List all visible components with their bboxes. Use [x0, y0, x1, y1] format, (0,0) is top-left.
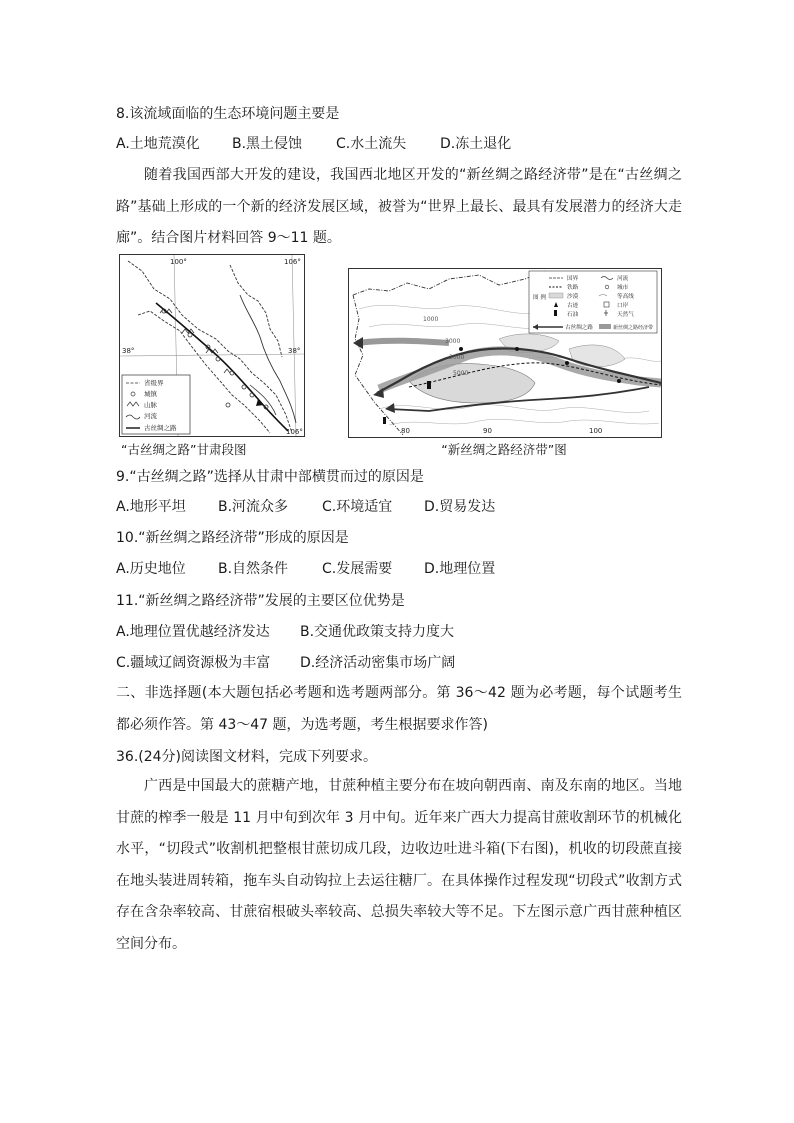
contour-label-4: 5000	[453, 370, 469, 377]
left-map-caption: “古丝绸之路”甘肃段图	[121, 442, 247, 457]
legend-gas: 天然气	[617, 312, 634, 318]
q8-option-a: A.土地荒漠化	[116, 136, 200, 152]
gansu-silk-road-map	[119, 254, 305, 437]
legend-contour: 等高线	[617, 294, 634, 300]
river-line	[240, 295, 296, 423]
legend-title: 图 例	[533, 295, 546, 301]
legend-oil: 石油	[567, 312, 579, 318]
q9-option-d: D.贸易发达	[424, 499, 496, 515]
contour-label-3: 2000	[449, 354, 465, 361]
legend-railway: 铁路	[567, 285, 579, 291]
q8-option-b: B.黑土侵蚀	[232, 136, 303, 152]
right-map-caption: “新丝绸之路经济带”图	[441, 442, 567, 457]
legend-mountain: 山脉	[144, 401, 157, 409]
lon-label-106-bottom: 106°	[286, 428, 303, 436]
intro-paragraph: 随着我国西部大开发的建设，我国西北地区开发的“新丝绸之路经济带”是在“古丝绸之路”基础上形成的一个新的经济发展区域，被誉为“世界上最长、最具有发展潜力的经济大走廊”。结合图片材料回答 9～11 题。	[116, 167, 682, 246]
lon-label-80: 80	[401, 427, 410, 435]
q11-option-b: B.交通优政策支持力度大	[300, 624, 455, 640]
oil-symbol	[427, 381, 431, 389]
q9-option-a: A.地形平坦	[116, 499, 186, 515]
q11-stem: 11.“新丝绸之路经济带”发展的主要区位优势是	[116, 593, 405, 609]
lat-label-38-left: 38°	[122, 347, 135, 355]
legend-city: 城市	[617, 285, 629, 291]
q11-option-a: A.地理位置优越经济发达	[116, 624, 270, 640]
q8-option-c: C.水土流失	[336, 136, 407, 152]
q8-stem: 8.该流域面临的生态环境问题主要是	[116, 106, 340, 122]
legend-national-border: 国界	[567, 276, 579, 282]
q36-body: 广西是中国最大的蔗糖产地，甘蔗种植主要分布在坡向朝西南、南及东南的地区。当地甘蔗的榨季一般是 11 月中旬到次年 3 月中旬。近年来广西大力提高甘蔗收割环节的机械化水平，“切段式”收割机把整根甘蔗切成几段，边收边吐进斗箱(下右图)，机收的切段蔗直接在地头装进周转箱，拖车头自动钩拉上去运往糖厂。在具体操作过程发现“切段式”收割方式存在含杂率较高、甘蔗宿根破头率较高、总损失率较大等不足。下左图示意广西甘蔗种植区空间分布。	[116, 778, 682, 952]
legend-new-belt: 新丝绸之路经济带	[613, 325, 654, 331]
xinjiang-map-svg	[349, 269, 661, 437]
mountain-symbols	[160, 309, 230, 373]
section2-heading: 二、非选择题(本大题包括必考题和选考题两部分。第 36～42 题为必考题，每个试题考生都必须作答。第 43～47 题，为选考题，考生根据要求作答)	[116, 685, 682, 733]
westward-belt	[357, 341, 449, 343]
q10-option-b: B.自然条件	[218, 561, 289, 577]
contour-label-1: 1000	[423, 316, 439, 323]
q11-option-d: D.经济活动密集市场广阔	[300, 655, 456, 671]
legend-river-r: 河流	[617, 276, 629, 282]
lon-label-100: 100	[589, 427, 603, 435]
legend-river: 河流	[144, 412, 157, 420]
q11-option-c: C.疆域辽阔资源极为丰富	[116, 655, 271, 671]
q10-stem: 10.“新丝绸之路经济带”形成的原因是	[116, 530, 349, 546]
gansu-map-svg	[120, 255, 304, 436]
q10-option-c: C.发展需要	[322, 561, 393, 577]
q9-stem: 9.“古丝绸之路”选择从甘肃中部横贯而过的原因是	[116, 469, 424, 485]
legend-desert: 沙漠	[567, 294, 579, 300]
arrow-southwest	[373, 388, 384, 398]
q36-title: 36.(24分)阅读图文材料，完成下列要求。	[116, 749, 378, 765]
q10-option-d: D.地理位置	[424, 561, 496, 577]
q8-option-d: D.冻土退化	[440, 136, 512, 152]
legend-ancient-silk-road: 古丝绸之路	[565, 325, 593, 331]
new-silk-road-map	[348, 268, 662, 438]
legend-historic-site: 古迹	[567, 303, 579, 309]
legend-province-boundary: 省级界	[144, 379, 164, 387]
legend-port: 口岸	[617, 303, 629, 309]
lon-label-90: 90	[483, 427, 492, 435]
legend-town: 城镇	[144, 390, 157, 398]
lat-label-38-right: 38°	[288, 347, 301, 355]
q10-option-a: A.历史地位	[116, 561, 186, 577]
legend-silk-road: 古丝绸之路	[144, 424, 177, 432]
arrow-west	[353, 337, 363, 349]
q9-option-c: C.环境适宜	[322, 499, 393, 515]
contour-label-2: 3000	[445, 338, 461, 345]
right-legend-box	[529, 271, 657, 333]
q9-option-b: B.河流众多	[218, 499, 289, 515]
lon-label-100: 100°	[170, 258, 187, 266]
lon-label-106-top: 106°	[284, 258, 301, 266]
